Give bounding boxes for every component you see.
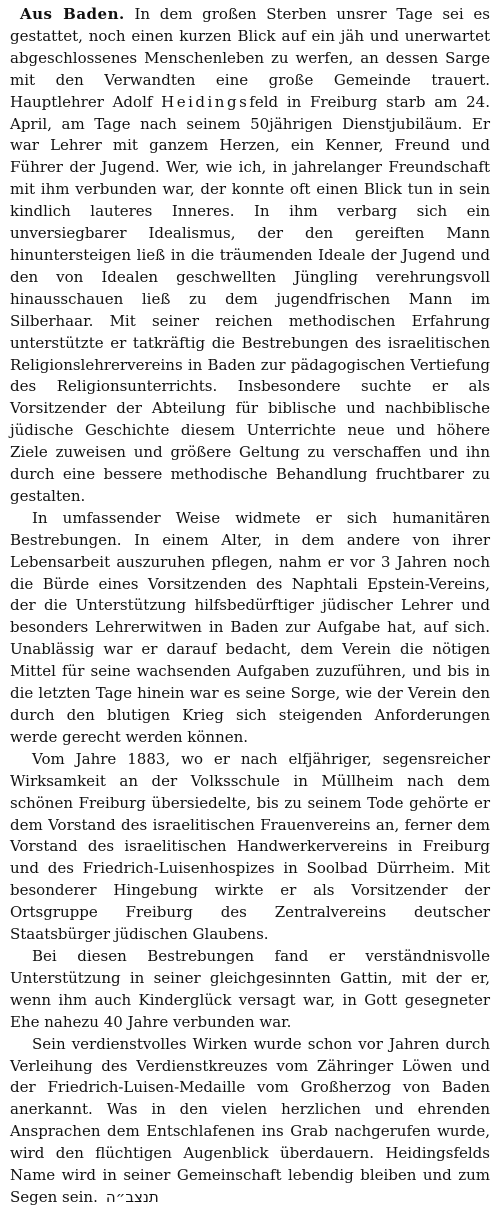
paragraph-4: Bei diesen Bestrebungen fand er verständnisvolle Unterstützung in seiner gleichgesinnten Gattin, mit der er, wenn ihm auch Kinderglück versagt war, in Gott gesegneter Ehe nahezu 40 Jahre verbunden war. <box>10 946 490 1031</box>
person-name-spaced: Heidings <box>161 92 250 111</box>
article-headline: Aus Baden. <box>20 5 125 23</box>
paragraph-1-body: feld in Freiburg starb am 24. April, am Tage nach seinem 50jährigen Dienstjubiläum. Er war Lehrer mit ganzem Herzen, ein Kenner, Freund und Führer der Jugend. Wer, wie ich, in jahrelanger Freundschaft mit ihm verbunden war, der konnte oft einen Blick tun in sein kindlich lauteres Inneres. In ihm verbarg sich ein unversiegbarer Idealismus, der den gereiften Mann hinuntersteigen ließ in die träumenden Ideale der Jugend und den von Idealen geschwellten Jüngling verehrungsvoll hinausschauen ließ zu dem jugendfrischen Mann im Silberhaar. Mit seiner reichen methodischen Erfahrung unterstützte er tatkräftig die Bestrebungen des israelitischen Religionslehrervereins in Baden zur pädagogischen Vertiefung des Religionsunterrichts. Insbesondere suchte er als Vorsitzender der Abteilung für biblische und nachbiblische jüdische Geschichte diesem Unterrichte neue und höhere Ziele zuweisen und größere Geltung zu verschaffen und ihn durch eine bessere methodische Behandlung fruchtbarer zu gestalten. <box>10 92 490 505</box>
paragraph-1 <box>10 4 490 508</box>
paragraph-2: In umfassender Weise widmete er sich humanitären Bestrebungen. In einem Alter, in dem andere von ihrer Lebensarbeit auszuruhen pflegen, nahm er vor 3 Jahren noch die Bürde eines Vorsitzenden des Naphtali Epstein-Vereins, der die Unterstützung hilfsbedürftiger jüdischer Lehrer und besonders Lehrerwitwen in Baden zur Aufgabe hat, auf sich. Unablässig war er darauf bedacht, dem Verein die nötigen Mittel für seine wachsenden Aufgaben zuzuführen, und bis in die letzten Tage hinein war es seine Sorge, wie der Verein den durch den blutigen Krieg sich steigenden Anforderungen werde gerecht werden können. <box>10 508 490 746</box>
hebrew-abbreviation: תנצב״ה <box>105 1187 159 1206</box>
paragraph-1-intro: In dem großen Sterben unsrer Tage sei es gestattet, noch einen kurzen Blick auf ein jäh und unerwartet abgeschlossenes Menschenleben zu werfen, an dessen Sarge mit den Verwandten eine große Gemeinde trauert. Hauptlehrer Adolf <box>10 5 490 111</box>
paragraph-5-text: Sein verdienstvolles Wirken wurde schon vor Jahren durch Verleihung des Verdienstkreuzes vom Zähringer Löwen und der Friedrich-Luisen-Medaille vom Großherzog von Baden anerkannt. Was in den vielen herzlichen und ehrenden Ansprachen dem Entschlafenen ins Grab nachgerufen wurde, wird den flüchtigen Augenblick überdauern. Heidingsfelds Name wird in seiner Gemeinschaft lebendig bleiben und zum Segen sein. <box>10 1034 490 1206</box>
paragraph-3: Vom Jahre 1883, wo er nach elfjähriger, segensreicher Wirksamkeit an der Volksschule in Müllheim nach dem schönen Freiburg übersiedelte, bis zu seinem Tode gehörte er dem Vorstand des israelitischen Frauenvereins an, ferner dem Vorstand des israelitischen Handwerkervereins in Freiburg und des Friedrich-Luisenhospizes in Soolbad Dürrheim. Mit besonderer Hingebung wirkte er als Vorsitzender der Ortsgruppe Freiburg des Zentralvereins deutscher Staatsbürger jüdischen Glaubens. <box>10 749 490 944</box>
article-column <box>10 4 490 1209</box>
paragraph-5 <box>10 1034 490 1209</box>
